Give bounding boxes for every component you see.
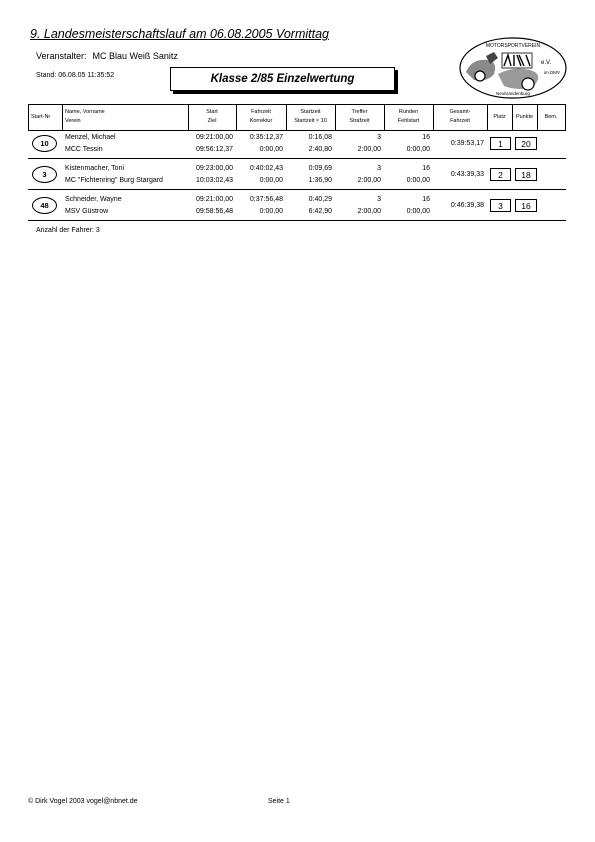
- points-box: 18: [515, 168, 537, 181]
- finish-time: 10:03:02,43: [196, 177, 233, 184]
- hits: 3: [377, 165, 381, 172]
- hits: 3: [377, 134, 381, 141]
- header-bem: Bem.: [544, 114, 558, 120]
- points-box: 20: [515, 137, 537, 150]
- svg-text:e.V.: e.V.: [541, 60, 552, 66]
- driver-club: MCC Tessin: [65, 146, 103, 153]
- total-time: 0:43:39,33: [450, 171, 484, 178]
- header-runden: Runden Fehlstart: [397, 109, 420, 124]
- total-time: 0:39:53,17: [450, 140, 484, 147]
- start-time-sec: 0:40,29: [308, 196, 332, 203]
- header-gesamt: Gesamt- Fahrzeit: [449, 109, 471, 124]
- correction: 0:00,00: [259, 146, 283, 153]
- start-number-badge: 48: [32, 197, 57, 214]
- page-title: 9. Landesmeisterschaftslauf am 06.08.2005 Vormittag: [30, 27, 330, 41]
- place-box: 1: [490, 137, 511, 150]
- class-title: Klasse 2/85 Einzelwertung: [210, 73, 355, 85]
- header-platz: Platz: [493, 114, 506, 120]
- laps: 16: [422, 134, 430, 141]
- start-time-x10: 6:42,90: [308, 208, 332, 215]
- header-fahrzeit: Fahrzeit Korrektur: [249, 109, 273, 124]
- false-start: 0:00,00: [406, 208, 430, 215]
- driver-name: Menzel, Michael: [65, 134, 116, 141]
- laps: 16: [422, 196, 430, 203]
- start-time-x10: 2:40,80: [308, 146, 332, 153]
- drive-time: 0:37:56,48: [249, 196, 283, 203]
- stand-line: [36, 72, 114, 79]
- header-start: Start Ziel: [206, 109, 218, 124]
- start-time: 09:23:00,00: [196, 165, 233, 172]
- drive-time: 0:35:12,37: [249, 134, 283, 141]
- finish-time: 09:58:56,48: [196, 208, 233, 215]
- place-box: 3: [490, 199, 511, 212]
- table-row: [28, 192, 566, 221]
- svg-text:im DMV: im DMV: [544, 70, 560, 75]
- driver-club: MC "Fichtenring" Burg Stargard: [65, 177, 163, 184]
- correction: 0:00,00: [259, 177, 283, 184]
- start-time: 09:21:00,00: [196, 134, 233, 141]
- club-logo: [458, 36, 568, 100]
- driver-name: Schneider, Wayne: [65, 196, 122, 203]
- footer-copyright: © Dirk Vogel 2003 vogel@nbnet.de: [28, 798, 138, 805]
- penalty-time: 2:00,00: [357, 146, 381, 153]
- stand-label: Stand:: [36, 72, 57, 79]
- start-number-badge: 3: [32, 166, 57, 183]
- start-time: 09:21:00,00: [196, 196, 233, 203]
- header-treffer: Treffer Strafzeit: [349, 109, 370, 124]
- footer-page: Seite 1: [268, 798, 290, 805]
- finish-time: 09:56:12,37: [196, 146, 233, 153]
- table-header: [28, 104, 566, 131]
- driver-club: MSV Güstrow: [65, 208, 109, 215]
- place-box: 2: [490, 168, 511, 181]
- table-row: [28, 161, 566, 190]
- organizer-name: MC Blau Weiß Sanitz: [92, 51, 178, 61]
- start-time-sec: 0:09,69: [308, 165, 332, 172]
- header-startzeit: Startzeit Startzeit × 10: [294, 109, 327, 124]
- drive-time: 0:40:02,43: [249, 165, 283, 172]
- organizer-label: Veranstalter:: [36, 51, 87, 61]
- svg-text:MOTORSPORTVEREIN: MOTORSPORTVEREIN: [485, 43, 541, 49]
- header-name: Name, Vorname Verein: [65, 109, 105, 124]
- header-start-nr: Start-Nr: [31, 114, 51, 120]
- penalty-time: 2:00,00: [357, 177, 381, 184]
- driver-name: Kistenmacher, Toni: [65, 165, 125, 172]
- organizer-line: [36, 51, 178, 61]
- start-number-badge: 10: [32, 135, 57, 152]
- svg-text:Neubrandenburg: Neubrandenburg: [496, 91, 530, 96]
- penalty-time: 2:00,00: [357, 208, 381, 215]
- stand-value: 06.08.05 11:35:52: [58, 72, 115, 79]
- laps: 16: [422, 165, 430, 172]
- start-time-sec: 0:16,08: [308, 134, 332, 141]
- table-row: [28, 130, 566, 159]
- false-start: 0:00,00: [406, 177, 430, 184]
- header-punkte: Punkte: [515, 114, 534, 120]
- correction: 0:00,00: [259, 208, 283, 215]
- start-time-x10: 1:36,90: [308, 177, 332, 184]
- class-title-box: [170, 67, 395, 91]
- false-start: 0:00,00: [406, 146, 430, 153]
- total-time: 0:46:39,38: [450, 202, 484, 209]
- points-box: 16: [515, 199, 537, 212]
- hits: 3: [377, 196, 381, 203]
- driver-count: Anzahl der Fahrer: 3: [36, 227, 100, 234]
